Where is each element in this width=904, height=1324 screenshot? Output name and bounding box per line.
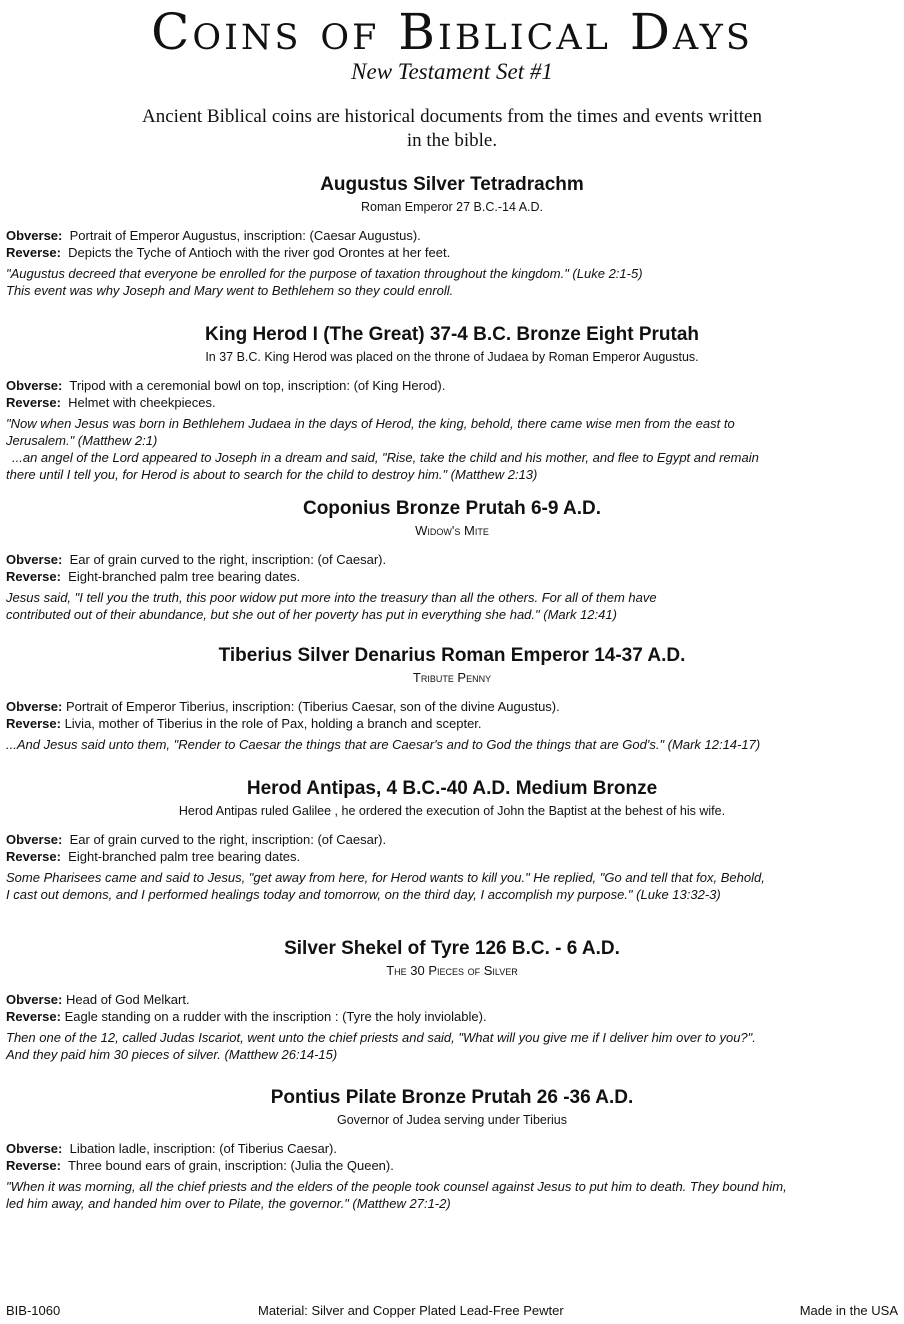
obverse-line (6, 831, 898, 848)
coin-title: Silver Shekel of Tyre 126 B.C. - 6 A.D. (284, 938, 620, 959)
reverse-text: Eight-branched palm tree bearing dates. (68, 569, 301, 584)
quote-line: And they paid him 30 pieces of silver. (Matthew 26:14-15) (6, 1047, 338, 1062)
quote-line: ...an angel of the Lord appeared to Joseph in a dream and said, "Rise, take the child and his mother, and flee to Egypt and remain (12, 450, 759, 465)
origin-note: Made in the USA (799, 1303, 898, 1318)
reverse-line (6, 1157, 898, 1174)
reverse-line (6, 848, 898, 865)
obverse-text: Head of God Melkart. (66, 992, 190, 1007)
obverse-text: Portrait of Emperor Augustus, inscription: (Caesar Augustus). (69, 228, 421, 243)
coin-entry (6, 937, 898, 1063)
coin-entry (6, 777, 898, 903)
quote-line: ...And Jesus said unto them, "Render to Caesar the things that are Caesar's and to God the things that are God's." (Mark 12:14-17) (6, 737, 761, 752)
coin-title: Tiberius Silver Denarius Roman Emperor 14-37 A.D. (218, 645, 686, 666)
coin-entry (6, 497, 898, 623)
coin-title: King Herod I (The Great) 37-4 B.C. Bronze Eight Prutah (204, 324, 700, 345)
quote-line: contributed out of their abundance, but she out of her poverty has put in everything she had." (Mark 12:41) (6, 607, 617, 622)
reverse-text: Eight-branched palm tree bearing dates. (68, 849, 301, 864)
scripture-quote (6, 869, 898, 903)
reverse-label: Reverse: (6, 569, 61, 584)
reverse-label: Reverse: (6, 849, 61, 864)
reverse-label: Reverse: (6, 395, 61, 410)
quote-line: This event was why Joseph and Mary went to Bethlehem so they could enroll. (6, 283, 454, 298)
reverse-line (6, 244, 898, 261)
coin-subtitle: Roman Emperor 27 B.C.-14 A.D. (360, 200, 544, 214)
obverse-line (6, 991, 898, 1008)
reverse-text: Three bound ears of grain, inscription: (Julia the Queen). (67, 1158, 394, 1173)
page-title: Coins of Biblical Days (151, 3, 753, 61)
quote-line: there until I tell you, for Herod is about to search for the child to destroy him." (Matthew 2:13) (6, 467, 538, 482)
reverse-label: Reverse: (6, 716, 61, 731)
quote-line: led him away, and handed him over to Pilate, the governor." (Matthew 27:1-2) (6, 1196, 451, 1211)
intro-text (60, 105, 844, 153)
coin-title: Coponius Bronze Prutah 6-9 A.D. (302, 498, 602, 519)
intro-line: in the bible. (406, 130, 498, 151)
quote-line: Then one of the 12, called Judas Iscariot, went unto the chief priests and said, "What will you give me if I deliver him over to you?". (6, 1030, 756, 1045)
scripture-quote (6, 736, 898, 753)
obverse-label: Obverse: (6, 378, 63, 393)
quote-line: Some Pharisees came and said to Jesus, "get away from here, for Herod wants to kill you." He replied, "Go and tell that fox, Behold, (6, 870, 765, 885)
coin-subtitle: Herod Antipas ruled Galilee , he ordered the execution of John the Baptist at the behest of his wife. (178, 804, 726, 818)
coin-entry (6, 644, 898, 753)
coin-title: Herod Antipas, 4 B.C.-40 A.D. Medium Bronze (246, 778, 658, 799)
reverse-text: Eagle standing on a rudder with the inscription : (Tyre the holy inviolable). (64, 1009, 487, 1024)
coin-entry (6, 323, 898, 483)
obverse-line (6, 377, 898, 394)
coin-subtitle: Governor of Judea serving under Tiberius (337, 1113, 567, 1127)
quote-line: "Augustus decreed that everyone be enrolled for the purpose of taxation throughout the kingdom." (Luke 2:1-5) (6, 266, 643, 281)
material-note: Material: Silver and Copper Plated Lead-Free Pewter (258, 1303, 564, 1318)
coin-subtitle: Widow's Mite (415, 523, 489, 538)
reverse-line (6, 715, 898, 732)
obverse-text: Portrait of Emperor Tiberius, inscription: (Tiberius Caesar, son of the divine Augustus). (66, 699, 560, 714)
product-code: BIB-1060 (6, 1303, 61, 1318)
quote-line: I cast out demons, and I performed healings today and tomorrow, on the third day, I accomplish my purpose." (Luke 13:32-3) (6, 887, 721, 902)
page-subtitle: New Testament Set #1 (351, 59, 553, 84)
scripture-quote (6, 265, 898, 299)
scripture-quote (6, 415, 898, 483)
obverse-text: Libation ladle, inscription: (of Tiberius Caesar). (69, 1141, 337, 1156)
intro-line: Ancient Biblical coins are historical documents from the times and events written (142, 106, 762, 127)
obverse-label: Obverse: (6, 699, 63, 714)
obverse-label: Obverse: (6, 1141, 63, 1156)
reverse-line (6, 1008, 898, 1025)
reverse-text: Livia, mother of Tiberius in the role of Pax, holding a branch and scepter. (64, 716, 482, 731)
obverse-line (6, 551, 898, 568)
obverse-label: Obverse: (6, 832, 63, 847)
obverse-line (6, 1140, 898, 1157)
reverse-text: Helmet with cheekpieces. (68, 395, 216, 410)
quote-line: Jesus said, "I tell you the truth, this poor widow put more into the treasury than all the others. For all of them have (6, 590, 657, 605)
reverse-label: Reverse: (6, 1009, 61, 1024)
scripture-quote (6, 589, 898, 623)
reverse-label: Reverse: (6, 1158, 61, 1173)
obverse-text: Ear of grain curved to the right, inscription: (of Caesar). (69, 552, 387, 567)
coin-subtitle: Tribute Penny (412, 670, 492, 685)
coin-entry (6, 1086, 898, 1212)
coin-subtitle: In 37 B.C. King Herod was placed on the throne of Judaea by Roman Emperor Augustus. (205, 350, 699, 364)
scripture-quote (6, 1029, 898, 1063)
coin-title: Augustus Silver Tetradrachm (320, 174, 584, 195)
reverse-text: Depicts the Tyche of Antioch with the river god Orontes at her feet. (68, 245, 451, 260)
quote-line: "Now when Jesus was born in Bethlehem Judaea in the days of Herod, the king, behold, there came wise men from the east to (6, 416, 735, 431)
obverse-label: Obverse: (6, 228, 63, 243)
reverse-line (6, 394, 898, 411)
obverse-line (6, 227, 898, 244)
reverse-label: Reverse: (6, 245, 61, 260)
obverse-text: Tripod with a ceremonial bowl on top, inscription: (of King Herod). (69, 378, 446, 393)
coin-entry (6, 173, 898, 299)
coin-title: Pontius Pilate Bronze Prutah 26 -36 A.D. (270, 1087, 634, 1108)
scripture-quote (6, 1178, 898, 1212)
coin-subtitle: The 30 Pieces of Silver (386, 963, 518, 978)
obverse-text: Ear of grain curved to the right, inscription: (of Caesar). (69, 832, 387, 847)
obverse-label: Obverse: (6, 992, 63, 1007)
obverse-label: Obverse: (6, 552, 63, 567)
quote-line: "When it was morning, all the chief priests and the elders of the people took counsel against Jesus to put him to death. They bound him, (6, 1179, 787, 1194)
reverse-line (6, 568, 898, 585)
quote-line: Jerusalem." (Matthew 2:1) (6, 433, 158, 448)
obverse-line (6, 698, 898, 715)
